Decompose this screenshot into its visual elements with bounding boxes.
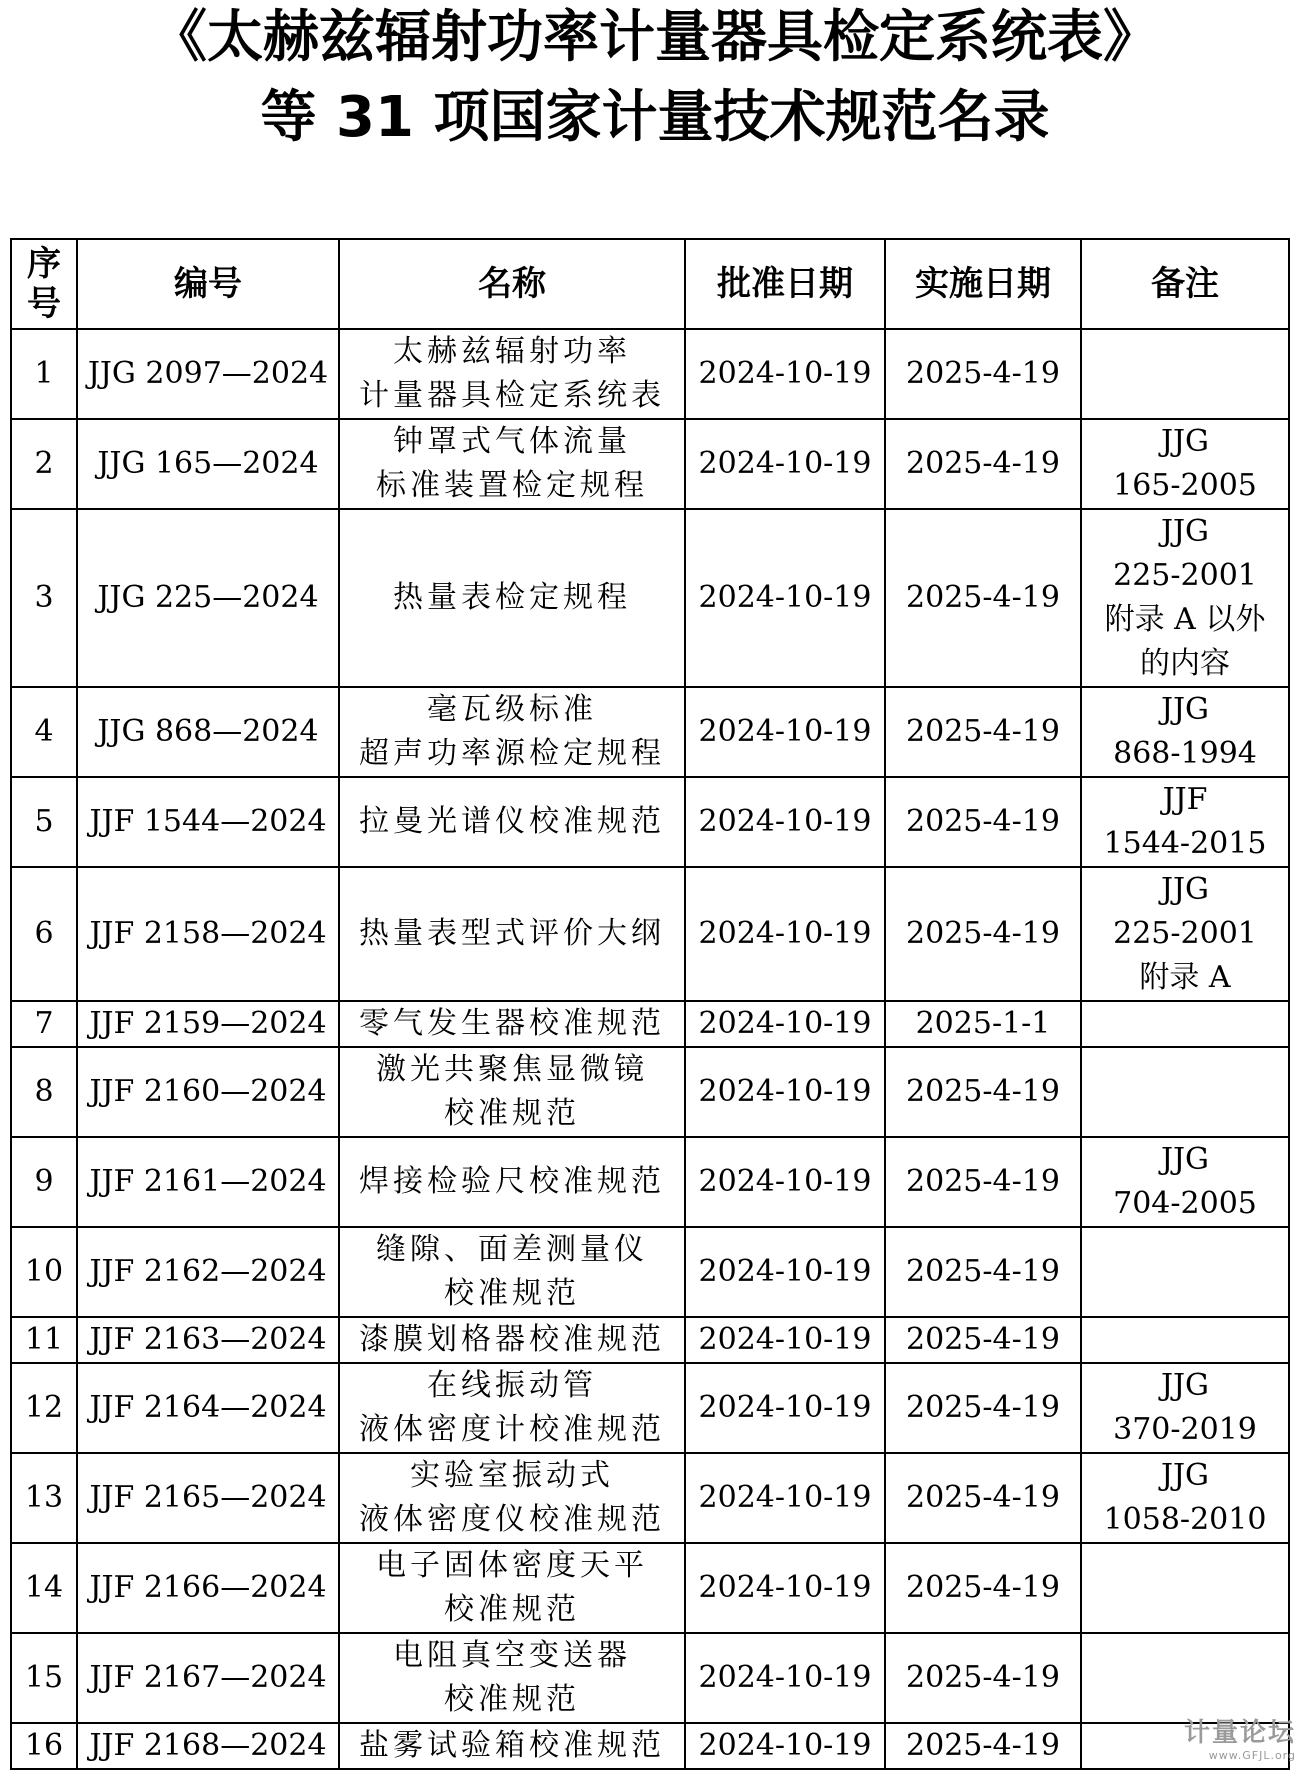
cell-effective-date: 2025-1-1 [885,1001,1081,1047]
standards-list-table [10,238,1290,1770]
cell-name [339,1633,685,1723]
cell-note-line: 225-2001 [1113,916,1257,951]
cell-approval-date: 2024-10-19 [685,1363,885,1453]
cell-code: JJG 2097—2024 [77,329,339,419]
cell-name [339,1453,685,1543]
cell-name [339,329,685,419]
cell-name [339,1137,685,1227]
watermark-url: www.GFJL.org [1208,1749,1296,1762]
cell-name [339,1227,685,1317]
cell-name [339,1723,685,1769]
cell-effective-date: 2025-4-19 [885,509,1081,687]
watermark-logo [1184,1712,1296,1762]
cell-seq: 7 [11,1001,77,1047]
cell-code: JJF 2166—2024 [77,1543,339,1633]
table-row [11,1227,1289,1317]
cell-approval-date: 2024-10-19 [685,329,885,419]
cell-code: JJF 2159—2024 [77,1001,339,1047]
cell-approval-date: 2024-10-19 [685,419,885,509]
cell-effective-date: 2025-4-19 [885,777,1081,867]
cell-name [339,1001,685,1047]
cell-seq: 14 [11,1543,77,1633]
document-title-line-2: 等 31 项国家计量技术规范名录 [260,85,1050,150]
cell-note-line: JJG [1160,424,1210,459]
cell-effective-date: 2025-4-19 [885,1453,1081,1543]
cell-name-line: 缝隙、面差测量仪 [376,1232,648,1267]
cell-name [339,419,685,509]
table-row [11,1723,1289,1769]
cell-note-line: JJF [1162,782,1208,817]
cell-note-line: JJG [1160,1458,1210,1493]
cell-seq: 1 [11,329,77,419]
cell-name-line: 拉曼光谱仪校准规范 [359,804,665,839]
cell-approval-date: 2024-10-19 [685,509,885,687]
cell-approval-date: 2024-10-19 [685,687,885,777]
cell-seq: 10 [11,1227,77,1317]
cell-name [339,1363,685,1453]
cell-name-line: 实验室振动式 [410,1458,614,1493]
cell-name-line: 校准规范 [444,1276,580,1311]
cell-note [1081,419,1289,509]
cell-name-line: 电子固体密度天平 [376,1548,648,1583]
cell-note [1081,777,1289,867]
cell-note [1081,509,1289,687]
cell-name-line: 校准规范 [444,1682,580,1717]
table-row [11,1363,1289,1453]
header-seq-line: 号 [27,284,61,324]
cell-code: JJF 2165—2024 [77,1453,339,1543]
cell-name [339,1317,685,1363]
table-header-row [11,239,1289,329]
table-row [11,329,1289,419]
cell-code: JJF 2161—2024 [77,1137,339,1227]
cell-name-line: 标准装置检定规程 [376,468,648,503]
cell-code: JJF 2160—2024 [77,1047,339,1137]
cell-name-line: 液体密度计校准规范 [359,1412,665,1447]
cell-code: JJF 2163—2024 [77,1317,339,1363]
table-row [11,509,1289,687]
cell-effective-date: 2025-4-19 [885,867,1081,1001]
cell-note-line: JJG [1160,1142,1210,1177]
cell-name-line: 电阻真空变送器 [393,1638,631,1673]
cell-name-line: 激光共聚焦显微镜 [376,1052,648,1087]
cell-code: JJF 2167—2024 [77,1633,339,1723]
cell-code: JJF 2168—2024 [77,1723,339,1769]
cell-effective-date: 2025-4-19 [885,1137,1081,1227]
header-name: 名称 [339,239,685,329]
cell-approval-date: 2024-10-19 [685,1453,885,1543]
cell-note-line: 的内容 [1140,646,1230,681]
cell-note [1081,1453,1289,1543]
cell-name-line: 零气发生器校准规范 [359,1006,665,1041]
cell-name-line: 超声功率源检定规程 [359,736,665,771]
cell-effective-date: 2025-4-19 [885,687,1081,777]
cell-seq: 9 [11,1137,77,1227]
cell-note-line: 370-2019 [1113,1412,1257,1447]
cell-note [1081,1227,1289,1317]
cell-name [339,1047,685,1137]
cell-seq: 11 [11,1317,77,1363]
cell-approval-date: 2024-10-19 [685,1047,885,1137]
cell-name-line: 液体密度仪校准规范 [359,1502,665,1537]
header-note: 备注 [1081,239,1289,329]
cell-note-line: JJG [1160,692,1210,727]
cell-note [1081,867,1289,1001]
table-row [11,1317,1289,1363]
cell-approval-date: 2024-10-19 [685,1633,885,1723]
cell-effective-date: 2025-4-19 [885,419,1081,509]
cell-note-line: 225-2001 [1113,558,1257,593]
cell-effective-date: 2025-4-19 [885,1227,1081,1317]
table-row [11,419,1289,509]
header-effective-date: 实施日期 [885,239,1081,329]
cell-name-line: 校准规范 [444,1096,580,1131]
cell-note [1081,1317,1289,1363]
cell-name [339,687,685,777]
cell-code: JJG 868—2024 [77,687,339,777]
cell-seq: 2 [11,419,77,509]
cell-name-line: 计量器具检定系统表 [359,378,665,413]
cell-effective-date: 2025-4-19 [885,1633,1081,1723]
cell-note-line: 704-2005 [1113,1186,1257,1221]
cell-note [1081,1543,1289,1633]
cell-name-line: 热量表检定规程 [393,580,631,615]
cell-name-line: 漆膜划格器校准规范 [359,1322,665,1357]
cell-seq: 4 [11,687,77,777]
cell-approval-date: 2024-10-19 [685,1723,885,1769]
table-row [11,1137,1289,1227]
cell-seq: 13 [11,1453,77,1543]
cell-note-line: 868-1994 [1113,736,1257,771]
cell-effective-date: 2025-4-19 [885,1317,1081,1363]
cell-code: JJG 165—2024 [77,419,339,509]
header-code: 编号 [77,239,339,329]
document-title-line-1: 《太赫兹辐射功率计量器具检定系统表》 [151,5,1159,70]
cell-name [339,1543,685,1633]
table-row [11,1543,1289,1633]
cell-effective-date: 2025-4-19 [885,1723,1081,1769]
header-seq [11,239,77,329]
cell-note [1081,329,1289,419]
cell-name-line: 校准规范 [444,1592,580,1627]
cell-effective-date: 2025-4-19 [885,329,1081,419]
cell-seq: 3 [11,509,77,687]
cell-note [1081,1001,1289,1047]
header-approval-date: 批准日期 [685,239,885,329]
cell-name-line: 热量表型式评价大纲 [359,916,665,951]
header-seq-line: 序 [27,244,61,284]
table-body [11,329,1289,1769]
table-row [11,1453,1289,1543]
cell-name-line: 焊接检验尺校准规范 [359,1164,665,1199]
cell-note-line: 1544-2015 [1103,826,1267,861]
cell-note-line: 附录 A [1139,960,1231,995]
cell-approval-date: 2024-10-19 [685,777,885,867]
cell-name [339,867,685,1001]
cell-approval-date: 2024-10-19 [685,1317,885,1363]
cell-code: JJF 1544—2024 [77,777,339,867]
cell-seq: 16 [11,1723,77,1769]
cell-name-line: 太赫兹辐射功率 [393,334,631,369]
table-row [11,867,1289,1001]
cell-effective-date: 2025-4-19 [885,1047,1081,1137]
cell-effective-date: 2025-4-19 [885,1543,1081,1633]
cell-name-line: 在线振动管 [427,1368,597,1403]
table-row [11,1047,1289,1137]
cell-note [1081,1137,1289,1227]
cell-note [1081,1363,1289,1453]
cell-note-line: JJG [1160,1368,1210,1403]
cell-name-line: 毫瓦级标准 [427,692,597,727]
watermark-text: 计量论坛 [1183,1718,1296,1748]
cell-code: JJF 2162—2024 [77,1227,339,1317]
cell-note-line: JJG [1160,514,1210,549]
cell-note-line: 165-2005 [1113,468,1257,503]
cell-note-line: 1058-2010 [1103,1502,1267,1537]
cell-note [1081,1047,1289,1137]
cell-note [1081,687,1289,777]
cell-approval-date: 2024-10-19 [685,1543,885,1633]
table-row [11,1001,1289,1047]
cell-approval-date: 2024-10-19 [685,1227,885,1317]
cell-code: JJG 225—2024 [77,509,339,687]
cell-note [1081,1633,1289,1723]
cell-seq: 12 [11,1363,77,1453]
cell-note-line: JJG [1160,872,1210,907]
cell-code: JJF 2164—2024 [77,1363,339,1453]
cell-name [339,509,685,687]
table-row [11,1633,1289,1723]
cell-approval-date: 2024-10-19 [685,867,885,1001]
cell-approval-date: 2024-10-19 [685,1001,885,1047]
cell-seq: 6 [11,867,77,1001]
cell-note-line: 附录 A 以外 [1104,602,1266,637]
cell-seq: 5 [11,777,77,867]
cell-seq: 8 [11,1047,77,1137]
table-row [11,777,1289,867]
cell-approval-date: 2024-10-19 [685,1137,885,1227]
cell-seq: 15 [11,1633,77,1723]
cell-name [339,777,685,867]
cell-effective-date: 2025-4-19 [885,1363,1081,1453]
cell-name-line: 盐雾试验箱校准规范 [359,1728,665,1763]
cell-code: JJF 2158—2024 [77,867,339,1001]
table-row [11,687,1289,777]
cell-name-line: 钟罩式气体流量 [393,424,631,459]
